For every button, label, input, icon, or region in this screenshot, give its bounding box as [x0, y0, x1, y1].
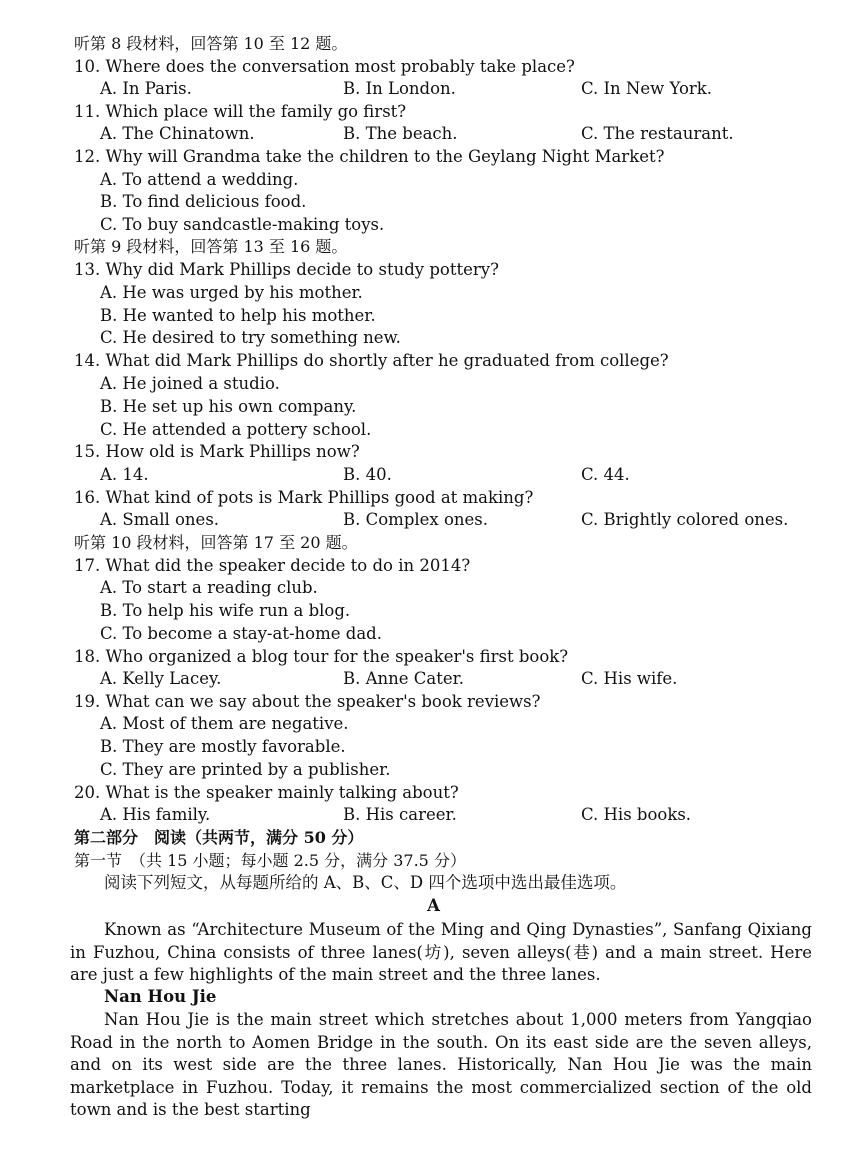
- q10-option-c: C. In New York.: [581, 79, 713, 98]
- passage-label: A: [427, 896, 440, 915]
- question-10: 10. Where does the conversation most probably take place?: [74, 57, 575, 76]
- q10-option-b: B. In London.: [343, 79, 456, 98]
- q11-option-c: C. The restaurant.: [581, 124, 734, 143]
- q20-option-a: A. His family.: [100, 805, 211, 824]
- reading-instruction: 阅读下列短文，从每题所给的 A、B、C、D 四个选项中选出最佳选项。: [104, 873, 627, 892]
- q20-option-c: C. His books.: [581, 805, 692, 824]
- q14-option-b: B. He set up his own company.: [100, 397, 357, 416]
- q15-option-b: B. 40.: [343, 465, 392, 484]
- q16-option-a: A. Small ones.: [100, 510, 220, 529]
- q11-option-b: B. The beach.: [343, 124, 458, 143]
- passage-body: Nan Hou Jie is the main street which stretches about 1,000 meters from Yangqiao Road in the north to Aomen Bridge in the south. On its east side are the seven alleys, and on its west side are the three lanes. Historically, Nan Hou Jie was the main marketplace in Fuzhou. Today, it remains the most commercialized section of the old town and is the best starting: [70, 1010, 812, 1120]
- q11-option-a: A. The Chinatown.: [100, 124, 255, 143]
- q14-option-c: C. He attended a pottery school.: [100, 420, 372, 439]
- q13-option-b: B. He wanted to help his mother.: [100, 306, 376, 325]
- q18-option-c: C. His wife.: [581, 669, 678, 688]
- question-20: 20. What is the speaker mainly talking about?: [74, 783, 459, 802]
- q13-option-c: C. He desired to try something new.: [100, 328, 401, 347]
- part-two-title: 第二部分 阅读（共两节，满分 50 分）: [74, 828, 364, 847]
- q17-option-b: B. To help his wife run a blog.: [100, 601, 351, 620]
- q18-option-a: A. Kelly Lacey.: [100, 669, 222, 688]
- question-15: 15. How old is Mark Phillips now?: [74, 442, 360, 461]
- section-one-title: 第一节 （共 15 小题；每小题 2.5 分，满分 37.5 分）: [74, 851, 466, 870]
- section-8-header: 听第 8 段材料，回答第 10 至 12 题。: [74, 34, 348, 53]
- section-10-header: 听第 10 段材料，回答第 17 至 20 题。: [74, 533, 358, 552]
- q10-option-a: A. In Paris.: [100, 79, 192, 98]
- q12-option-b: B. To find delicious food.: [100, 192, 307, 211]
- q20-option-b: B. His career.: [343, 805, 457, 824]
- q19-option-c: C. They are printed by a publisher.: [100, 760, 391, 779]
- question-14: 14. What did Mark Phillips do shortly after he graduated from college?: [74, 351, 669, 370]
- q14-option-a: A. He joined a studio.: [100, 374, 280, 393]
- question-18: 18. Who organized a blog tour for the speaker's first book?: [74, 647, 569, 666]
- passage-intro: Known as “Architecture Museum of the Ming and Qing Dynasties”, Sanfang Qixiang in Fuzhou, China consists of three lanes(坊), seven alleys(巷) and a main street. Here are just a few highlights of the main street and the three lanes.: [70, 920, 812, 985]
- q17-option-c: C. To become a stay-at-home dad.: [100, 624, 382, 643]
- question-17: 17. What did the speaker decide to do in 2014?: [74, 556, 471, 575]
- q16-option-c: C. Brightly colored ones.: [581, 510, 789, 529]
- question-12: 12. Why will Grandma take the children to the Geylang Night Market?: [74, 147, 665, 166]
- question-11: 11. Which place will the family go first?: [74, 102, 407, 121]
- question-13: 13. Why did Mark Phillips decide to study pottery?: [74, 260, 499, 279]
- q12-option-c: C. To buy sandcastle-making toys.: [100, 215, 385, 234]
- q19-option-a: A. Most of them are negative.: [100, 714, 349, 733]
- q15-option-a: A. 14.: [100, 465, 149, 484]
- q13-option-a: A. He was urged by his mother.: [100, 283, 363, 302]
- question-16: 16. What kind of pots is Mark Phillips good at making?: [74, 488, 534, 507]
- section-9-header: 听第 9 段材料，回答第 13 至 16 题。: [74, 237, 348, 256]
- q18-option-b: B. Anne Cater.: [343, 669, 464, 688]
- question-19: 19. What can we say about the speaker's book reviews?: [74, 692, 541, 711]
- q16-option-b: B. Complex ones.: [343, 510, 489, 529]
- q15-option-c: C. 44.: [581, 465, 630, 484]
- q12-option-a: A. To attend a wedding.: [100, 170, 299, 189]
- q19-option-b: B. They are mostly favorable.: [100, 737, 346, 756]
- passage-subheading: Nan Hou Jie: [104, 987, 217, 1006]
- q17-option-a: A. To start a reading club.: [100, 578, 318, 597]
